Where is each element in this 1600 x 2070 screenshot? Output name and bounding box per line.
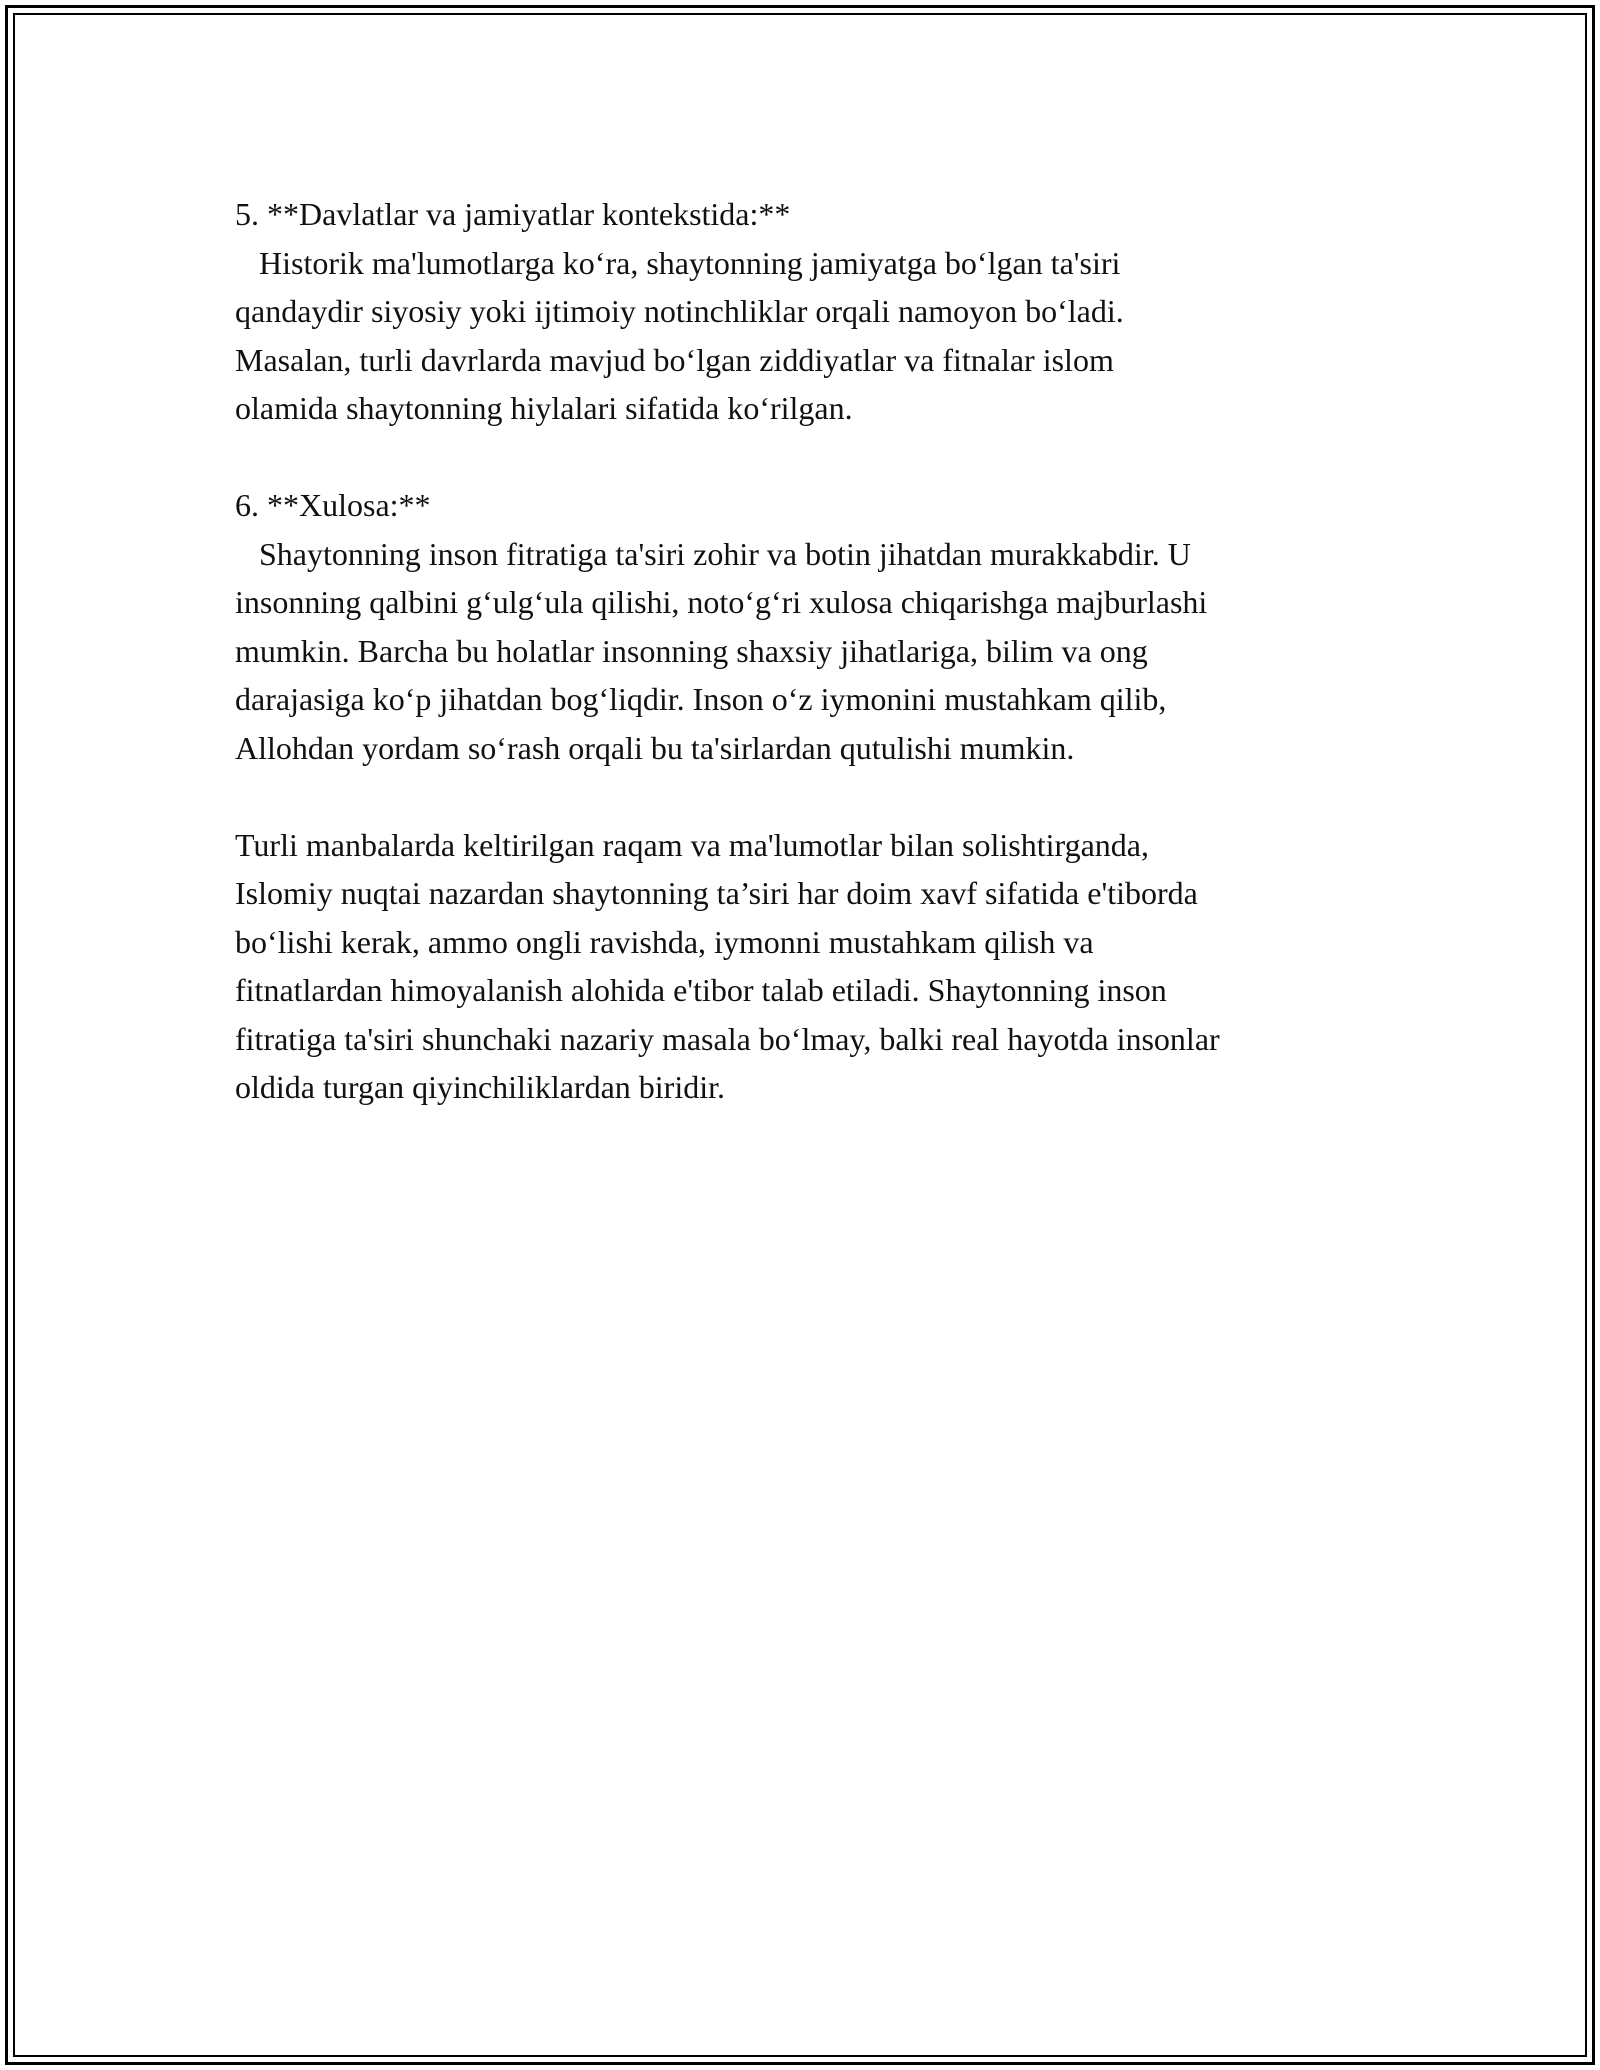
paragraph-gap <box>235 433 1395 482</box>
conclusion-line: Islomiy nuqtai nazardan shaytonning ta’siri har doim xavf sifatida e'tiborda <box>235 875 1198 911</box>
conclusion-line: fitratiga ta'siri shunchaki nazariy masala bo‘lmay, balki real hayotda insonlar <box>235 1020 1220 1057</box>
paragraph-gap <box>235 772 1395 821</box>
section-5-line: Masalan, turli davrlarda mavjud bo‘lgan ziddiyatlar va fitnalar islom <box>235 341 1114 378</box>
conclusion-line: oldida turgan qiyinchiliklardan biridir. <box>235 1069 725 1105</box>
section-5-heading: 5. **Davlatlar va jamiyatlar kontekstida:** <box>235 196 791 232</box>
section-6-heading: 6. **Xulosa:** <box>235 487 431 523</box>
section-6-line: Shaytonning inson fitratiga ta'siri zohir va botin jihatdan murakkabdir. U <box>235 535 1191 572</box>
conclusion-line: bo‘lishi kerak, ammo ongli ravishda, iymonni mustahkam qilish va <box>235 923 1094 960</box>
section-6-line: mumkin. Barcha bu holatlar insonning shaxsiy jihatlariga, bilim va ong <box>235 632 1148 669</box>
section-5-line: Historik ma'lumotlarga ko‘ra, shaytonning jamiyatga bo‘lgan ta'siri <box>235 244 1121 281</box>
section-6-line: insonning qalbini g‘ulg‘ula qilishi, noto‘g‘ri xulosa chiqarishga majburlashi <box>235 584 1208 620</box>
conclusion-line: fitnatlardan himoyalanish alohida e'tibor talab etiladi. Shaytonning inson <box>235 972 1167 1008</box>
section-6-line: Allohdan yordam so‘rash orqali bu ta'sirlardan qutulishi mumkin. <box>235 729 1075 766</box>
conclusion-paragraph <box>235 821 1395 1112</box>
section-5-line: olamida shaytonning hiylalari sifatida ko‘rilgan. <box>235 390 853 426</box>
section-6-line: darajasiga ko‘p jihatdan bog‘liqdir. Inson o‘z iymonini mustahkam qilib, <box>235 681 1167 717</box>
conclusion-line: Turli manbalarda keltirilgan raqam va ma'lumotlar bilan solishtirganda, <box>235 826 1149 863</box>
document-body <box>235 190 1395 1112</box>
section-5 <box>235 190 1395 433</box>
section-5-line: qandaydir siyosiy yoki ijtimoiy notinchliklar orqali namoyon bo‘ladi. <box>235 293 1124 329</box>
section-6 <box>235 481 1395 772</box>
